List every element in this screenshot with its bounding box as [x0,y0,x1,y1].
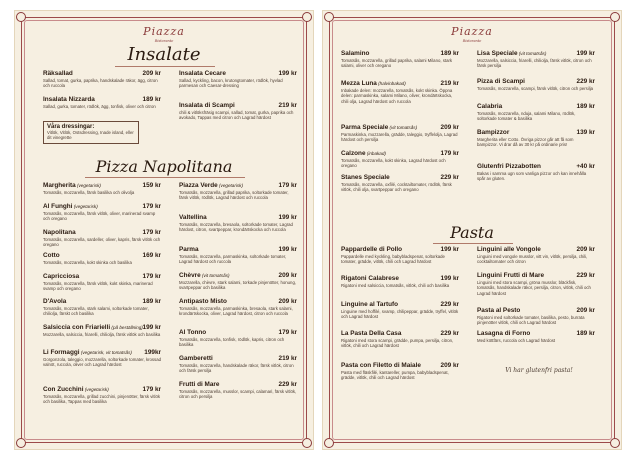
menu-item-tag: (vit tomatsås) [200,273,230,278]
menu-item-price: 199 kr [142,324,161,331]
menu-item-tag: (inbakad) [365,151,386,156]
menu-item-name: Parma [179,246,199,253]
menu-item-price: 209 kr [142,70,161,77]
menu-item [179,102,297,121]
dressing-title: Våra dressingar: [47,124,95,130]
section-title-pasta: Pasta [450,223,494,242]
menu-item-price: 179 kr [142,229,161,236]
menu-item-name: Valtellina [179,214,207,221]
menu-item-name: Salsiccia con Friarielli (på beställning) [43,324,143,331]
logo [15,22,313,43]
menu-item-tag: (halvinbakad) [376,81,406,86]
menu-item-desc: Inbakade delen: mozzarella, tomatsås, kokt skinka. Öppna delen: parmaskinka, salami Milano, oliver, krondärtskocka, chili olja, Lagrad härdost och ruccola [341,88,453,104]
menu-item-name: Calzone (inbakad) [341,150,386,157]
menu-item [477,50,595,69]
menu-item [341,124,459,143]
menu-item-desc: Tomatsås, mozzarella, färsk vitlök, kokt skinka, marinerad svamp och oregano [43,281,153,292]
menu-item-tag: (vegetarisk) [217,183,244,188]
menu-item-name: Räksallad [43,70,73,77]
menu-item-name: Lisa Speciale (vit tomatsås) [477,50,547,57]
menu-item [477,129,595,148]
menu-item-name: Pasta al Pesto [477,307,521,314]
menu-item [179,381,297,400]
corner-ornament [16,12,26,22]
menu-item-name: Lasagna di Forno [477,330,531,337]
menu-item-price: 189 kr [142,96,161,103]
menu-item [43,96,161,109]
menu-item-price: 209 kr [576,307,595,314]
corner-ornament [324,438,334,448]
menu-item-name: Gamberetti [179,355,213,362]
menu-item-price: 189 kr [576,330,595,337]
menu-item-tag: (vegetarisk, vit tomatsås) [79,350,132,355]
menu-item-name: Bampizzor [477,129,510,136]
menu-item-price: 179 kr [142,203,161,210]
menu-item-desc: Linguine med hoffilé, svamp, chilipeppar, grädde, tryffel, vitlök och Lagrad härdost [341,309,459,320]
menu-item [179,70,297,89]
menu-item-name: Chèvre (vit tomatsås) [179,272,230,279]
menu-item-price: 179 kr [278,182,297,189]
menu-item [341,301,459,320]
menu-item [179,272,297,291]
menu-item [43,182,161,195]
menu-item-desc: Tomatsås, mozzarella, grillad paprika, soltorkade tomater, färsk vitlök, rödlök, Lagrad härdost och ruccola [179,190,289,201]
logo-subtitle: Ristorante [462,39,482,43]
menu-item [179,182,297,201]
menu-item-desc: Tomatsås, mozzarella, kokt skinka och basilika [43,260,132,265]
menu-item-name: Parma Speciale (vit tomatsås) [341,124,418,131]
menu-item-price: 179 kr [440,150,459,157]
menu-item-desc: Tomatsås, mozzarella, grillad paprika, salami Milano, stark salami, oliver och oregano [341,58,453,69]
menu-item-name: Insalata Cecare [179,70,226,77]
menu-item-tag: (vit tomatsås) [517,51,547,56]
menu-item [179,355,297,374]
menu-item-desc: Tomatsås, mozzarella, tonfisk, rödlök, kapris, citron och basilika [179,337,285,348]
menu-item [43,70,161,89]
dressing-desc: Vitlök, Vitlök, Ostsdressing, Inade island, eller dit vinegrette [47,130,134,141]
menu-item-name: Calabria [477,103,503,110]
menu-item-price: 199kr [144,349,161,356]
logo-name: Piazza [451,25,493,38]
menu-item-price: 209 kr [576,246,595,253]
menu-item-name: Pasta con Filetto di Maiale [341,362,421,369]
menu-item-desc: Tomatsås, mozzarella, färsk vitlök, oliver, marinerad svamp och oregano [43,211,156,222]
corner-ornament [610,438,620,448]
menu-item [477,246,595,265]
menu-item-price: 189 kr [142,298,161,305]
menu-item-tag: (på beställning) [110,325,143,330]
menu-item-name: Frutti di Mare [179,381,220,388]
menu-item-price: 179 kr [142,386,161,393]
corner-ornament [610,12,620,22]
menu-item-name: Mezza Luna (halvinbakad) [341,80,406,87]
menu-item-price: 219 kr [278,102,297,109]
menu-item [179,329,297,348]
menu-item-desc: Tomatsås, mozzarella, färsk basilika och olivolja [43,190,135,195]
menu-item-name: Linguini Frutti di Mare [477,272,545,279]
menu-item [43,203,161,222]
menu-item-desc: Parmaskinka, mozzarella, grädde, taleggio, tryffelolja, Lagrad härdost och persilja [341,132,458,143]
menu-item [43,252,161,265]
menu-item-price: 199 kr [278,246,297,253]
menu-item-price: 209 kr [440,362,459,369]
menu-item-name: Glutenfri Pizzabotten [477,163,541,170]
menu-item [477,103,595,122]
logo-subtitle: Ristorante [154,39,174,43]
menu-item-name: Linguine al Tartufo [341,301,399,308]
menu-item-desc: Rigatoni med soltorkade tomater, basilika, pesto, burrata pinjenötter vitlök, chili och Lagrad härdost [477,315,585,326]
menu-item-name: Al Funghi (vegetarisk) [43,203,98,210]
title-flourish [85,177,245,178]
corner-ornament [16,438,26,448]
menu-item-name: Napolitana [43,229,76,236]
menu-item-desc: Tomatsås, mozzarella, musslor, scampi, calamari, färsk vitlök, citron och persilja [179,389,297,400]
menu-item-desc: Gorgonzola, taleggio, mozzarella, soltorkade tomater, krossad valnöt, ruccola, oliver och Lagrad härdost [43,357,161,368]
menu-item-price: 209 kr [278,272,297,279]
menu-item-desc: Margherita eller Cotto. Övriga pizzor går att få som bampizzor. Vi drar då av 30 kr på ordinarie pris! [477,137,574,148]
menu-item-desc: Linguini med stora scampi, gröna musslor, bläckfisk, tomatsås, handskalade räkor, persilja, citron, vitlök, chili och Lagrad härdost [477,280,591,296]
menu-item-price: 229 kr [576,272,595,279]
menu-item-price: 229 kr [440,330,459,337]
menu-item-name: Piazza Verde (vegetarisk) [179,182,244,189]
menu-item [341,330,459,349]
menu-item [341,50,459,69]
menu-item-price: 189 kr [440,50,459,57]
menu-item-desc: Sallad, kyckling, bacon, krutongtomater, rödlök, hyvlad parmesan och Caesar-dressing [179,78,283,89]
menu-item-tag: (vegetarisk) [83,387,109,392]
menu-item-price: 199 kr [440,275,459,282]
menu-item-price: 209 kr [440,124,459,131]
menu-item-desc: Rigatoni med stora scampi, grädde, pumpa, persilja, citron, vitlök, chili och Lagrad härdost [341,338,454,349]
menu-item-name: Con Zucchini (vegetarisk) [43,386,109,393]
menu-item-price: 159 kr [142,182,161,189]
menu-item [477,78,595,91]
menu-item-name: Insalata di Scampi [179,102,235,109]
menu-item-desc: Tomatsås, mozzarella, kokt skinka, Lagrad härdost och oregano [341,158,446,169]
menu-item-name: Li Formaggi (vegetarisk, vit tomatsås) [43,349,132,356]
menu-item-desc: Rigatoni med salsiccia, tomatsås, vitlök, chili och basilika [341,283,450,288]
menu-item-price: 179 kr [278,329,297,336]
menu-page-left [14,10,314,450]
menu-item-desc: Tomatsås, mozzarella, nduja, salami Milano, rödlök, soltorkade tomater & basilika [477,111,576,122]
menu-item-price: 199 kr [278,70,297,77]
menu-item-desc: Tomatsås, mozzarella, stark salami, soltorkade tomater, chiliolja, färskt och basilika [43,306,149,317]
menu-item-desc: Tomatsås, mozzarella, oxfilé, cocktailtomater, rödlök, färsk vitlök, chili olja, svartpeppar och oregano [341,182,452,193]
menu-item-price: 199 kr [576,50,595,57]
menu-item [179,246,297,265]
menu-item-price: 219 kr [278,355,297,362]
menu-item-price: +40 kr [576,163,595,170]
menu-item-desc: Tomatsås, mozzarella, bresaola, soltorkade tomater, Lagrad härdost, citron, svartpeppar, krondärtskocka och ruccola [179,222,293,233]
menu-item-price: 189 kr [576,103,595,110]
menu-item [341,150,459,169]
menu-item-price: 199 kr [278,214,297,221]
menu-item-desc: chili & vitlöksfräsig scampi, sallad, tomat, gurka, paprika och avokado, Tappas med citron och Lagrad härdost [179,110,294,121]
menu-item-price: 229 kr [576,78,595,85]
menu-item [477,307,595,326]
menu-item-price: 229 kr [278,381,297,388]
menu-item-name: Al Tonno [179,329,207,336]
dressing-box [43,121,139,144]
menu-item-desc: Tomatsås, mozzarella, scampi, färsk vitlök, citron och persilja [477,86,594,91]
menu-item-name: La Pasta Della Casa [341,330,402,337]
menu-item-name: Margherita (vegetarisk) [43,182,101,189]
section-title-insalate: Insalate [127,44,201,65]
menu-item-name: D'Avola [43,298,67,305]
menu-item-desc: Mozzarella, salsiccia, friarelli, chiliolja, färsk vitlök och basilika [43,332,161,337]
menu-item-tag: (vegetarisk) [72,204,98,209]
menu-item-price: 139 kr [576,129,595,136]
section-title-pizza: Pizza Napolitana [95,157,233,176]
menu-item-price: 179 kr [142,273,161,280]
menu-item-desc: Linguini med vongole musslor, vitt vin, vitlök, persilja, chili, cocktailtomater och citron [477,254,588,265]
corner-ornament [302,12,312,22]
menu-item [341,80,459,104]
menu-item-desc: Tomatsås, mozzarella, handskalade räkor, färsk vitlök, citron och färsk persilja [179,363,294,374]
menu-item [477,272,595,296]
menu-item-desc: Pasta med fläskfilé, kantareller, pumpa, babybladspenat, grädde, vitlök, chili och Lagrad härdost [341,370,449,381]
menu-item [477,163,595,182]
menu-item [43,229,161,248]
menu-item-desc: Mozzarella, salsiccia, friarelli, chiliolja, färsk vitlök, citron och färsk persilja [477,58,592,69]
menu-item-desc: Sallad, gurka, tomater, rödlök, ägg, tonfisk, oliver och citron [43,104,156,109]
menu-item [477,330,595,343]
menu-item-price: 219 kr [440,80,459,87]
title-flourish [433,243,513,244]
menu-item [43,386,161,405]
menu-item-desc: Bakas i samma ugn som vanliga pizzor och kan innehålla spår av gluten. [477,171,587,182]
menu-item [43,324,161,337]
menu-item [341,246,459,265]
menu-item [43,349,161,368]
menu-item-name: Capricciosa [43,273,80,280]
menu-item-desc: Mozzarella, chèvre, stark salami, torkade pinjenötter, honung, svartpeppar och basilika [179,280,297,291]
menu-item-desc: Tomatsås, mozzarella, parmaskinka, soltorkade tomater, Lagrad härdost och ruccola [179,254,287,265]
menu-item-name: Linguini alle Vongole [477,246,541,253]
menu-item-price: 229 kr [440,301,459,308]
menu-item-desc: Tomatsås, mozzarella, sardeller, oliver, kapris, färsk vitlök och oregano [43,237,161,248]
menu-item [341,362,459,381]
menu-item-name: Rigatoni Calabrese [341,275,399,282]
menu-item [179,214,297,233]
menu-item-price: 209 kr [278,298,297,305]
menu-page-right [322,10,622,450]
menu-item-desc: Med köttfärs, ruccola och Lagrad härdost [477,338,556,343]
menu-item-desc: Sallad, tomat, gurka, paprika, handskalade räkor, ägg, citron och ruccola [43,78,158,89]
menu-item [43,273,161,292]
menu-item-name: Pappardelle di Pollo [341,246,403,253]
menu-item [43,298,161,317]
menu-item-tag: (vit tomatsås) [388,125,418,130]
menu-item-name: Cotto [43,252,60,259]
menu-item-price: 229 kr [440,174,459,181]
logo-name: Piazza [143,25,185,38]
menu-item [341,174,459,193]
menu-item [341,275,459,288]
menu-item-name: Salamino [341,50,370,57]
menu-item-price: 199 kr [440,246,459,253]
menu-item-name: Insalata Nizzarda [43,96,95,103]
menu-item-price: 169 kr [142,252,161,259]
title-flourish [115,66,215,67]
gluten-free-note: Vi har glutenfri pasta! [505,367,573,374]
menu-item-desc: Tomatsås, mozzarella, parmaskinka, bresaola, stark salami, krondärtskocka, oliver, Lagrad härdost, citron och ruccola [179,306,293,317]
menu-item-name: Antipasto Misto [179,298,227,305]
corner-ornament [324,12,334,22]
menu-item-desc: Tomatsås, mozzarella, grillad zucchini, pinjenötter, färsk vitlök och basilika, Tappas med basilika [43,394,161,405]
logo [323,22,621,43]
menu-item-name: Pizza di Scampi [477,78,525,85]
menu-item-desc: Pappardelle med kyckling, babybladspenat, soltorkade tomater, grädde, vitlök, chili och Lagrad härdost [341,254,445,265]
menu-item-name: Stanes Speciale [341,174,390,181]
menu-item [179,298,297,317]
menu-item-tag: (vegetarisk) [75,183,101,188]
corner-ornament [302,438,312,448]
